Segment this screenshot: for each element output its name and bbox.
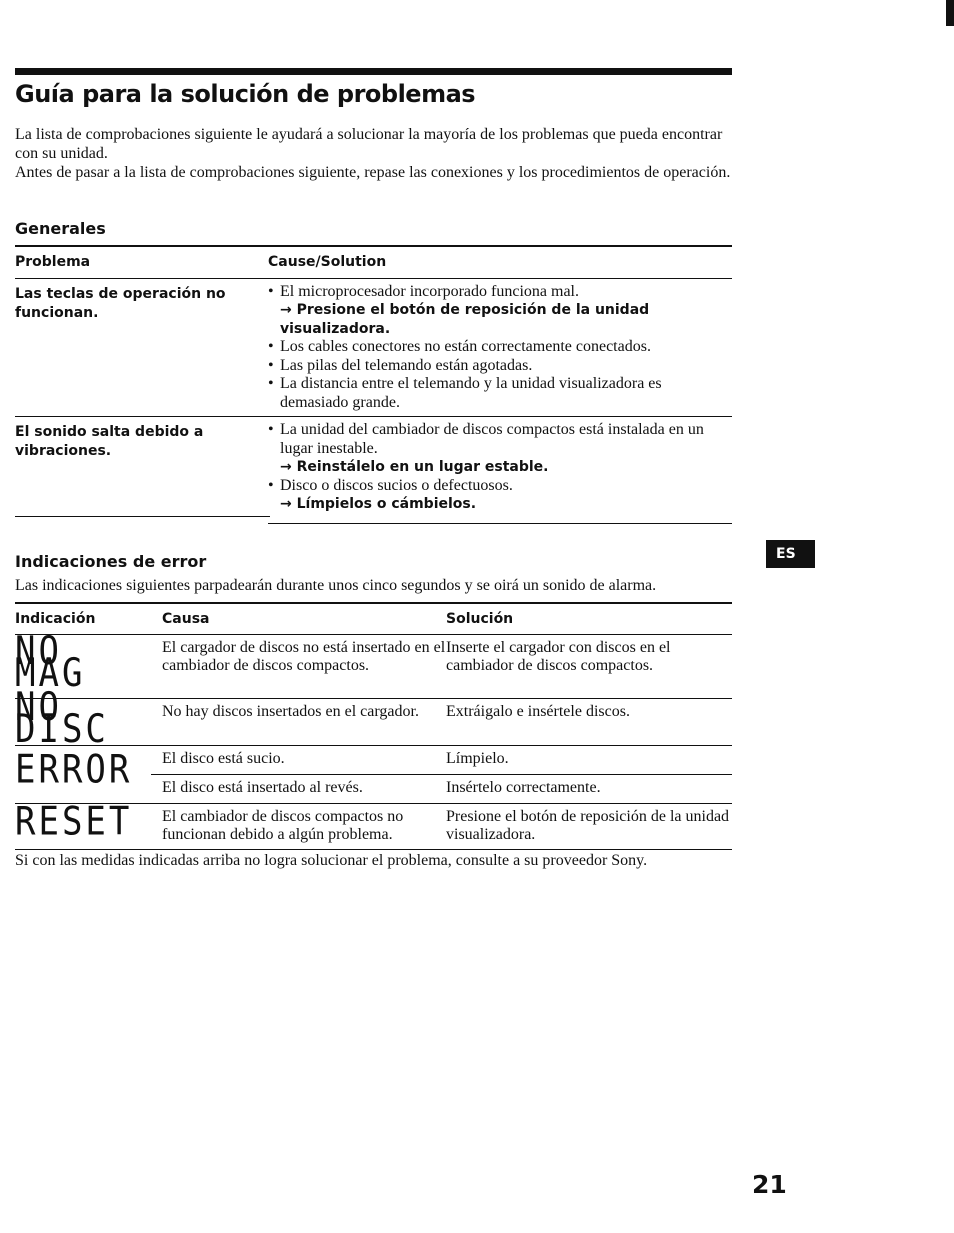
problem-cell: Las teclas de operación no funcionan. xyxy=(15,278,268,417)
column-header-causa: Causa xyxy=(162,610,210,627)
action-item: → Límpielos o cámbielos. xyxy=(280,496,477,512)
list-item: • Las pilas del telemando están agotadas. xyxy=(268,357,732,376)
table-row xyxy=(15,698,732,745)
lcd-display-error: ERROR xyxy=(15,747,133,794)
solution-cell: Inserte el cargador con discos en el cambiador de discos compactos. xyxy=(446,634,732,698)
cause-cell: El disco está insertado al revés. xyxy=(151,774,446,803)
cause-cell: El cargador de discos no está insertado en el cambiador de discos compactos. xyxy=(151,634,446,698)
solution-cell xyxy=(268,278,732,417)
cause-cell: No hay discos insertados en el cargador. xyxy=(151,698,446,745)
lcd-display-reset: RESET xyxy=(15,799,133,846)
table-header-row xyxy=(15,246,732,278)
lcd-display-no-mag: NO MAG xyxy=(15,628,86,696)
intro-paragraph: La lista de comprobaciones siguiente le ayudará a solucionar la mayoría de los problemas que pueda encontrar con su unidad. xyxy=(15,126,723,162)
page-number: 21 xyxy=(752,1170,787,1199)
list-item: • La unidad del cambiador de discos compactos está instalada en un lugar inestable. xyxy=(268,421,732,458)
action-item: → Reinstálelo en un lugar estable. xyxy=(280,459,549,475)
list-item: • El microprocesador incorporado funciona mal. xyxy=(268,283,732,302)
lcd-display-no-disc: NO DISC xyxy=(15,684,109,752)
corner-edge-mark xyxy=(946,0,954,26)
table-row xyxy=(15,278,732,417)
list-item: • Los cables conectores no están correctamente conectados. xyxy=(268,338,732,357)
solution-cell: Límpielo. xyxy=(446,745,732,774)
column-header-problema: Problema xyxy=(15,254,91,271)
column-header-solucion: Solución xyxy=(446,610,514,627)
indication-cell xyxy=(15,799,151,849)
table-row xyxy=(15,745,732,774)
error-table xyxy=(15,602,732,850)
list-item: • Disco o discos sucios o defectuosos. xyxy=(268,477,732,496)
table-row xyxy=(15,634,732,698)
error-footer-note: Si con las medidas indicadas arriba no logra solucionar el problema, consulte a su proveedor Sony. xyxy=(15,852,648,869)
indication-cell xyxy=(15,745,151,803)
column-header-indicacion: Indicación xyxy=(15,610,96,627)
page-title: Guía para la solución de problemas xyxy=(15,80,476,108)
cause-cell: El cambiador de discos compactos no funcionan debido a algún problema. xyxy=(151,803,446,849)
intro-text xyxy=(15,125,735,182)
problem-cell: El sonido salta debido a vibraciones. xyxy=(15,424,204,459)
intro-paragraph: Antes de pasar a la lista de comprobaciones siguiente, repase las conexiones y los procedimientos de operación. xyxy=(15,164,731,181)
table-header-row xyxy=(15,603,732,634)
section-heading-generales: Generales xyxy=(15,219,106,238)
solution-cell: Insértelo correctamente. xyxy=(446,774,732,803)
solution-cell: Presione el botón de reposición de la unidad visualizadora. xyxy=(446,803,732,849)
table-row xyxy=(15,803,732,849)
cause-cell: El disco está sucio. xyxy=(151,745,446,774)
column-header-cause-solution: Cause/Solution xyxy=(268,254,387,271)
solution-cell: Extráigalo e insértele discos. xyxy=(446,698,732,745)
list-item: • La distancia entre el telemando y la unidad visualizadora es demasiado grande. xyxy=(268,375,732,412)
error-description: Las indicaciones siguientes parpadearán durante unos cinco segundos y se oirá un sonido de alarma. xyxy=(15,577,657,594)
title-rule xyxy=(15,68,732,75)
section-heading-indicaciones-de-error: Indicaciones de error xyxy=(15,552,207,571)
language-tab: ES xyxy=(766,540,815,568)
generales-table xyxy=(15,245,732,524)
indication-cell xyxy=(15,684,151,752)
action-item: → Presione el botón de reposición de la unidad visualizadora. xyxy=(280,302,650,337)
table-bottom-rule xyxy=(15,516,270,517)
solution-cell xyxy=(268,417,732,524)
table-row xyxy=(15,417,732,524)
